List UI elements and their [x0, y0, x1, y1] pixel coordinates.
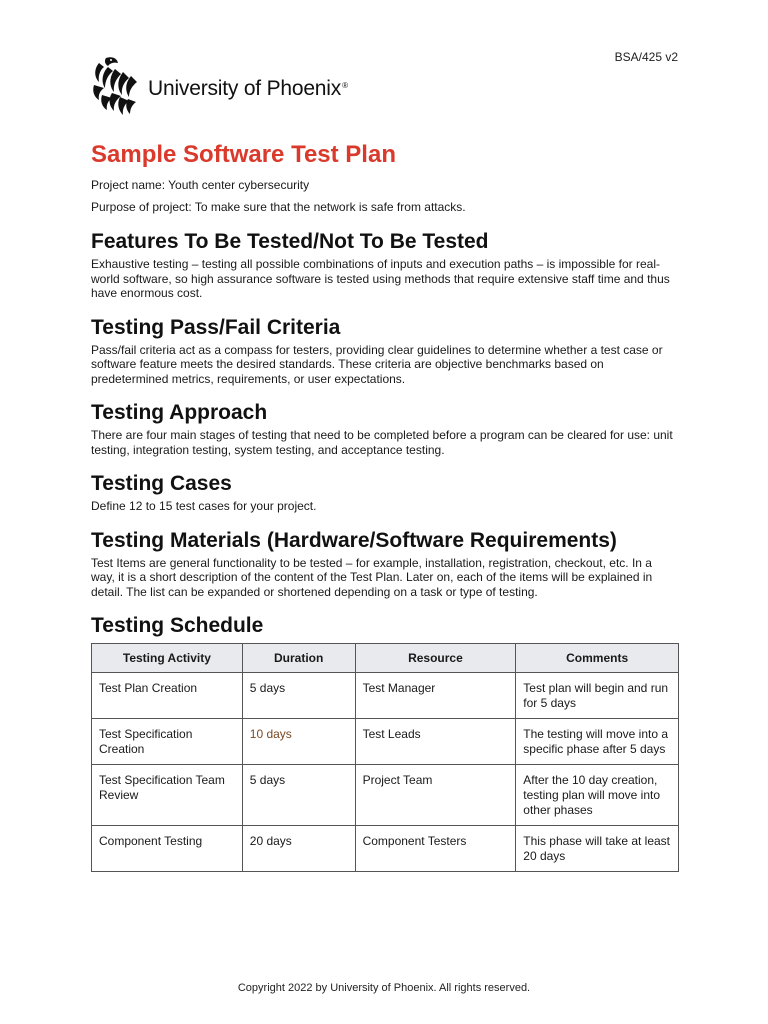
project-purpose: Purpose of project: To make sure that the network is safe from attacks. [91, 200, 466, 214]
table-row [92, 673, 679, 719]
cell-comments: Test plan will begin and run for 5 days [516, 673, 679, 719]
section-body-criteria: Pass/fail criteria act as a compass for testers, providing clear guidelines to determine whether a test case or software feature meets the desired standards. These criteria are objective benchmarks based on predetermined metrics, requirements, or user expectations. [91, 342, 663, 386]
section-heading-materials: Testing Materials (Hardware/Software Requirements) [91, 528, 617, 552]
schedule-table [91, 643, 679, 872]
cell-duration: 10 days [242, 719, 355, 765]
table-header-row [92, 644, 679, 673]
copyright-footer: Copyright 2022 by University of Phoenix. All rights reserved. [237, 982, 531, 994]
table-row [92, 826, 679, 872]
cell-resource: Test Manager [355, 673, 516, 719]
column-header-duration: Duration [242, 644, 355, 673]
section-heading-schedule: Testing Schedule [91, 614, 264, 637]
section-heading-features: Features To Be Tested/Not To Be Tested [91, 230, 489, 253]
section-body-approach: There are four main stages of testing that need to be completed before a program can be cleared for use: unit testing, integration testing, system testing, and acceptance testing. [91, 428, 673, 457]
cell-comments: After the 10 day creation, testing plan will move into other phases [516, 765, 679, 826]
table-row [92, 719, 679, 765]
cell-activity: Test Plan Creation [92, 673, 243, 719]
cell-comments: This phase will take at least 20 days [516, 826, 679, 872]
cell-resource: Test Leads [355, 719, 516, 765]
table-row [92, 765, 679, 826]
document-code: BSA/425 v2 [614, 50, 678, 64]
cell-resource: Component Testers [355, 826, 516, 872]
cell-activity: Component Testing [92, 826, 243, 872]
section-heading-cases: Testing Cases [91, 472, 232, 495]
project-name: Project name: Youth center cybersecurity [91, 178, 310, 192]
section-heading-approach: Testing Approach [91, 401, 268, 424]
document-body [91, 139, 679, 872]
section-heading-criteria: Testing Pass/Fail Criteria [91, 315, 341, 339]
logo-wordmark: University of Phoenix® [148, 77, 348, 100]
cell-duration: 20 days [242, 826, 355, 872]
cell-comments: The testing will move into a specific phase after 5 days [516, 719, 679, 765]
section-body-cases: Define 12 to 15 test cases for your project. [91, 499, 317, 513]
column-header-comments: Comments [516, 644, 679, 673]
cell-resource: Project Team [355, 765, 516, 826]
column-header-activity: Testing Activity [92, 644, 243, 673]
section-body-materials: Test Items are general functionality to be tested – for example, installation, registration, checkout, etc. In a way, it is a short description of the content of the Test Plan. Later on, each of the items will be explained in detail. The list can be expanded or shortened depending on a task or type of testing. [91, 555, 653, 599]
document-title: Sample Software Test Plan [91, 141, 396, 168]
section-body-features: Exhaustive testing – testing all possible combinations of inputs and execution paths – is impossible for real-world software, so high assurance software is tested using methods that require extensive staff time and thus have enormous cost. [91, 257, 670, 300]
phoenix-bird-icon [90, 55, 146, 117]
cell-activity: Test Specification Creation [92, 719, 243, 765]
cell-activity: Test Specification Team Review [92, 765, 243, 826]
cell-duration: 5 days [242, 765, 355, 826]
column-header-resource: Resource [355, 644, 516, 673]
university-logo [90, 55, 348, 117]
registered-mark: ® [342, 81, 348, 90]
cell-duration: 5 days [242, 673, 355, 719]
